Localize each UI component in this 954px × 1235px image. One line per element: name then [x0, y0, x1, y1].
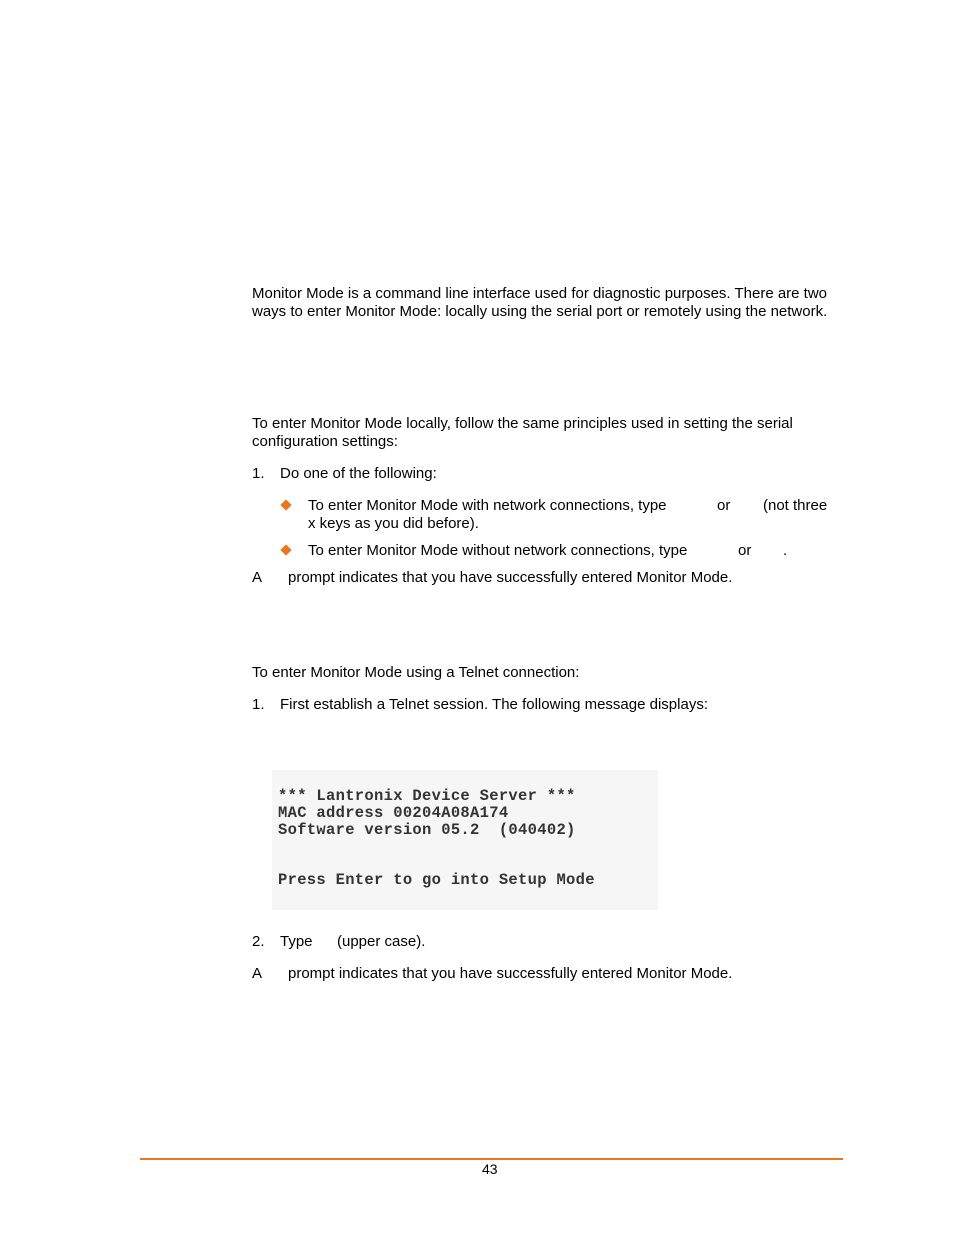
telnet-prompt-a: A — [252, 965, 263, 982]
bullet2-or: or — [738, 542, 752, 559]
local-step1-number: 1. — [252, 465, 265, 482]
bullet1-text: To enter Monitor Mode with network connections, type — [308, 497, 667, 514]
bullet-diamond-icon — [280, 499, 291, 510]
telnet-step2-text: (upper case). — [337, 933, 426, 950]
telnet-screen-capture — [272, 770, 658, 910]
bullet1-or: or — [717, 497, 731, 514]
local-prompt-a: A — [252, 569, 263, 586]
bullet2-period: . — [783, 542, 788, 559]
telnet-step2-type: Type — [280, 933, 313, 950]
telnet-intro: To enter Monitor Mode using a Telnet connection: — [252, 664, 580, 681]
telnet-step1-text: First establish a Telnet session. The following message displays: — [280, 696, 708, 713]
screen-line-banner: *** Lantronix Device Server *** — [278, 787, 576, 805]
telnet-step2-number: 2. — [252, 933, 265, 950]
bullet-diamond-icon — [280, 544, 291, 555]
local-step1-text: Do one of the following: — [280, 465, 437, 482]
screen-line-mac: MAC address 00204A08A174 — [278, 804, 509, 822]
bullet2-text: To enter Monitor Mode without network connections, type — [308, 542, 688, 559]
local-prompt-text: prompt indicates that you have successfully entered Monitor Mode. — [288, 569, 733, 586]
footer-rule — [140, 1158, 843, 1160]
intro-paragraph: Monitor Mode is a command line interface used for diagnostic purposes. There are two ways to enter Monitor Mode: locally using the serial port or remotely using the network. — [252, 285, 828, 320]
telnet-step1-number: 1. — [252, 696, 265, 713]
telnet-prompt-text: prompt indicates that you have successfully entered Monitor Mode. — [288, 965, 733, 982]
screen-line-version: Software version 05.2 (040402) — [278, 821, 576, 839]
bullet1-text-end: (not three — [763, 497, 828, 514]
page-number: 43 — [482, 1161, 498, 1177]
screen-line-press-enter: Press Enter to go into Setup Mode — [278, 871, 595, 889]
bullet1-text-cont: x keys as you did before). — [308, 515, 479, 532]
local-intro: To enter Monitor Mode locally, follow the same principles used in setting the serial configuration settings: — [252, 415, 793, 450]
